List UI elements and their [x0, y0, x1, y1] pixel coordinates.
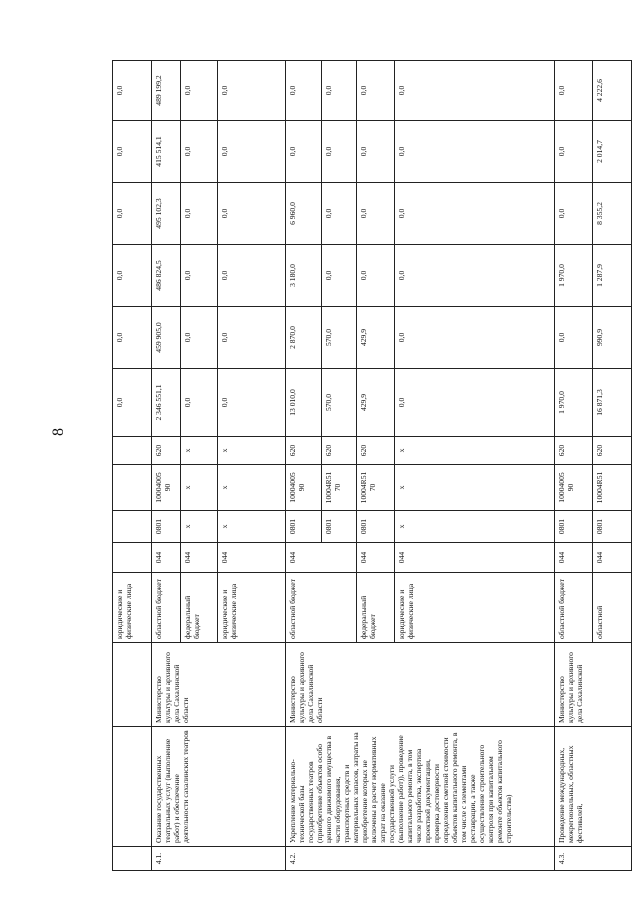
cell-grbs — [113, 543, 152, 573]
cell-source: областной бюджет — [285, 573, 356, 643]
cell-y2: 0,0 — [181, 245, 217, 307]
cell-rz: 0801 — [593, 511, 632, 543]
table-row — [151, 61, 181, 871]
cell-rz — [113, 511, 152, 543]
cell-y1: 2 870,0 — [285, 307, 321, 369]
cell-y2: 1 287,9 — [593, 245, 632, 307]
cell-vr: x — [395, 437, 554, 465]
cell-source: областной бюджет — [151, 573, 181, 643]
cell-y5: 489 199,2 — [151, 61, 181, 121]
cell-vr: 620 — [285, 437, 321, 465]
cell-csr: 10004005 90 — [285, 465, 321, 511]
cell-vr: 620 — [554, 437, 593, 465]
cell-vr — [113, 437, 152, 465]
cell-y3: 495 102,3 — [151, 183, 181, 245]
cell-vr: x — [217, 437, 285, 465]
table-row — [285, 61, 321, 871]
cell-y1: 990,9 — [593, 307, 632, 369]
cell-csr: x — [395, 465, 554, 511]
cell-total: 0,0 — [181, 369, 217, 437]
cell-y4: 0,0 — [217, 121, 285, 183]
cell-csr: 10004R51 70 — [322, 465, 356, 511]
cell-source: федеральный бюджет — [181, 573, 217, 643]
cell-source: юридические и физические лица — [113, 573, 152, 643]
cell-vr: 620 — [593, 437, 632, 465]
cell-y4: 0,0 — [322, 121, 356, 183]
cell-y3: 0,0 — [554, 183, 593, 245]
cell-y5: 4 222,6 — [593, 61, 632, 121]
cell-num: 4.2. — [285, 847, 554, 871]
cell-total: 0,0 — [395, 369, 554, 437]
cell-y5: 0,0 — [285, 61, 321, 121]
cell-grbs: 044 — [217, 543, 285, 573]
cell-num: 4.3. — [554, 847, 631, 871]
cell-csr: 10004005 90 — [554, 465, 593, 511]
cell-event: Укрепление материально-технической базы государственных театров (приобретение объектов особо ценного движимого имущества в части оборудования, транспортных средств и материальных запасов, затраты на приобретение которых не включены в расчет нормативных затрат на оказание государственной услуги (выполнение работ)), проведение капитального ремонта, в том числе разработка, экспертиза проектной документации, проверка достоверности определения сметной стоимости объектов капитального ремонта, в том числе с элементами реставрации, а также осуществление строительного контроля при капитальном ремонте объектов капитального строительства) — [285, 727, 554, 847]
cell-csr: 10004R51 70 — [356, 465, 395, 511]
cell-y4: 415 514,1 — [151, 121, 181, 183]
cell-y3: 0,0 — [113, 183, 152, 245]
cell-grbs: 044 — [356, 543, 395, 573]
cell-y2: 3 180,0 — [285, 245, 321, 307]
cell-vr: x — [181, 437, 217, 465]
cell-exec: Министерство культуры и архивного дела Сахалинской области — [285, 643, 554, 727]
cell-rz: 0801 — [554, 511, 593, 543]
cell-vr: 620 — [356, 437, 395, 465]
cell-total: 570,0 — [322, 369, 356, 437]
cell-event: Проведение международных, межрегиональных, областных фестивалей, — [554, 727, 631, 847]
cell-total: 2 346 551,1 — [151, 369, 181, 437]
cell-csr: x — [217, 465, 285, 511]
cell-y2: 486 824,5 — [151, 245, 181, 307]
cell-vr: 620 — [322, 437, 356, 465]
cell-exec — [113, 643, 152, 727]
table-row — [554, 61, 593, 871]
cell-source: областной — [593, 573, 632, 643]
cell-source: областной бюджет — [554, 573, 593, 643]
table-row — [113, 61, 152, 871]
cell-y2: 0,0 — [322, 245, 356, 307]
cell-y3: 0,0 — [356, 183, 395, 245]
cell-y1: 570,0 — [322, 307, 356, 369]
cell-y4: 0,0 — [113, 121, 152, 183]
cell-rz: x — [217, 511, 285, 543]
cell-rz: x — [395, 511, 554, 543]
cell-y1: 0,0 — [554, 307, 593, 369]
cell-csr: 10004R51 — [593, 465, 632, 511]
cell-y5: 0,0 — [554, 61, 593, 121]
cell-y5: 0,0 — [395, 61, 554, 121]
cell-total: 429,9 — [356, 369, 395, 437]
rotated-page — [112, 61, 632, 871]
cell-y1: 0,0 — [395, 307, 554, 369]
cell-y4: 0,0 — [181, 121, 217, 183]
cell-y5: 0,0 — [217, 61, 285, 121]
cell-y1: 0,0 — [217, 307, 285, 369]
cell-csr: 10004005 90 — [151, 465, 181, 511]
cell-rz: x — [181, 511, 217, 543]
cell-csr: x — [181, 465, 217, 511]
cell-rz: 0801 — [356, 511, 395, 543]
cell-total: 1 970,0 — [554, 369, 593, 437]
cell-y2: 0,0 — [113, 245, 152, 307]
cell-total: 0,0 — [113, 369, 152, 437]
cell-source: федеральный бюджет — [356, 573, 395, 643]
cell-exec: Министерство культуры и архивного дела Сахалинской области — [151, 643, 285, 727]
cell-y1: 0,0 — [181, 307, 217, 369]
page-number: 8 — [50, 428, 67, 436]
cell-y4: 0,0 — [356, 121, 395, 183]
cell-y2: 1 970,0 — [554, 245, 593, 307]
cell-y4: 0,0 — [395, 121, 554, 183]
cell-csr — [113, 465, 152, 511]
cell-grbs: 044 — [593, 543, 632, 573]
cell-grbs: 044 — [285, 543, 356, 573]
cell-total: 13 010,0 — [285, 369, 321, 437]
cell-y1: 429,9 — [356, 307, 395, 369]
cell-rz: 0801 — [151, 511, 181, 543]
cell-source: юридические и физические лица — [217, 573, 285, 643]
cell-y4: 0,0 — [285, 121, 321, 183]
cell-total: 0,0 — [217, 369, 285, 437]
cell-y3: 0,0 — [181, 183, 217, 245]
cell-y5: 0,0 — [113, 61, 152, 121]
cell-y5: 0,0 — [322, 61, 356, 121]
cell-y3: 8 355,2 — [593, 183, 632, 245]
cell-grbs: 044 — [151, 543, 181, 573]
cell-grbs: 044 — [554, 543, 593, 573]
cell-source: юридические и физические лица — [395, 573, 554, 643]
cell-num: 4.1. — [151, 847, 285, 871]
budget-table — [112, 60, 632, 871]
cell-y2: 0,0 — [217, 245, 285, 307]
cell-num — [113, 847, 152, 871]
cell-rz: 0801 — [322, 511, 356, 543]
cell-y3: 0,0 — [395, 183, 554, 245]
cell-y3: 0,0 — [322, 183, 356, 245]
cell-y3: 0,0 — [217, 183, 285, 245]
cell-y1: 0,0 — [113, 307, 152, 369]
cell-y2: 0,0 — [395, 245, 554, 307]
cell-y5: 0,0 — [356, 61, 395, 121]
cell-vr: 620 — [151, 437, 181, 465]
cell-grbs: 044 — [181, 543, 217, 573]
cell-y2: 0,0 — [356, 245, 395, 307]
cell-exec: Министерство культуры и архивного дела Сахалинской — [554, 643, 631, 727]
cell-rz: 0801 — [285, 511, 321, 543]
cell-y1: 459 905,0 — [151, 307, 181, 369]
cell-y3: 6 960,0 — [285, 183, 321, 245]
cell-event — [113, 727, 152, 847]
cell-y5: 0,0 — [181, 61, 217, 121]
cell-y4: 2 014,7 — [593, 121, 632, 183]
cell-total: 16 871,3 — [593, 369, 632, 437]
cell-y4: 0,0 — [554, 121, 593, 183]
cell-event: Оказание государственных театральных услуг (выполнение работ) и обеспечение деятельности сахалинских театров — [151, 727, 285, 847]
cell-grbs: 044 — [395, 543, 554, 573]
